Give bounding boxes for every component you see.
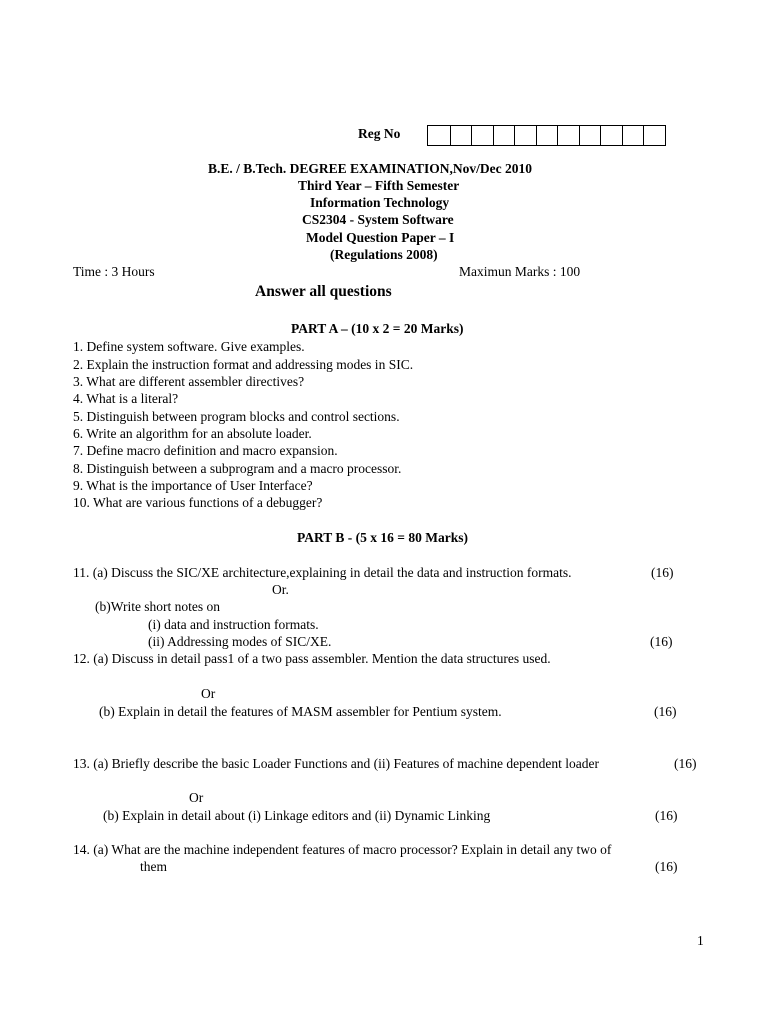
reg-no-cell[interactable]	[428, 126, 450, 145]
q13-b-marks: (16)	[655, 808, 678, 823]
reg-no-cell[interactable]	[643, 126, 665, 145]
part-a-question: 8. Distinguish between a subprogram and a macro processor.	[73, 461, 402, 476]
paper-title: Model Question Paper – I	[306, 230, 455, 245]
part-a-question: 2. Explain the instruction format and addressing modes in SIC.	[73, 357, 414, 372]
reg-no-cell[interactable]	[579, 126, 601, 145]
reg-no-cell[interactable]	[450, 126, 472, 145]
q12-a: 12. (a) Discuss in detail pass1 of a two pass assembler. Mention the data structures used.	[73, 651, 551, 666]
reg-no-cell[interactable]	[514, 126, 536, 145]
q11-b-ii: (ii) Addressing modes of SIC/XE.	[148, 634, 332, 649]
year-semester: Third Year – Fifth Semester	[298, 178, 460, 193]
reg-no-cell[interactable]	[536, 126, 558, 145]
q12-b-marks: (16)	[654, 704, 677, 719]
q14-a-continued: them	[140, 859, 167, 874]
q13-or: Or	[189, 790, 204, 805]
q11-b-i: (i) data and instruction formats.	[148, 617, 319, 632]
q12-b: (b) Explain in detail the features of MASM assembler for Pentium system.	[99, 704, 502, 719]
reg-no-cell[interactable]	[557, 126, 579, 145]
part-a-question: 1. Define system software. Give examples.	[73, 339, 305, 354]
part-a-question: 10. What are various functions of a debugger?	[73, 495, 323, 510]
part-a-title: PART A – (10 x 2 = 20 Marks)	[291, 321, 464, 336]
q13-b: (b) Explain in detail about (i) Linkage editors and (ii) Dynamic Linking	[103, 808, 491, 823]
time-label: Time : 3 Hours	[73, 264, 155, 279]
q13-a: 13. (a) Briefly describe the basic Loader Functions and (ii) Features of machine dependent loader	[73, 756, 599, 771]
regulations: (Regulations 2008)	[330, 247, 438, 262]
part-a-question: 3. What are different assembler directives?	[73, 374, 305, 389]
reg-no-cell[interactable]	[471, 126, 493, 145]
part-a-question: 4. What is a literal?	[73, 391, 179, 406]
q11-or: Or.	[272, 582, 289, 597]
q12-or: Or	[201, 686, 216, 701]
q14-a: 14. (a) What are the machine independent features of macro processor? Explain in detail any two of	[73, 842, 612, 857]
q11-b-marks: (16)	[650, 634, 673, 649]
exam-title: B.E. / B.Tech. DEGREE EXAMINATION,Nov/Dec 2010	[208, 161, 533, 176]
reg-no-cell[interactable]	[622, 126, 644, 145]
q11-a: 11. (a) Discuss the SIC/XE architecture,explaining in detail the data and instruction formats.	[73, 565, 572, 580]
part-a-question: 6. Write an algorithm for an absolute loader.	[73, 426, 312, 441]
q11-b: (b)Write short notes on	[95, 599, 221, 614]
part-a-question: 5. Distinguish between program blocks and control sections.	[73, 409, 400, 424]
page-number: 1	[697, 933, 704, 948]
reg-no-cell[interactable]	[493, 126, 515, 145]
instruction: Answer all questions	[255, 283, 392, 300]
reg-no-boxes[interactable]	[427, 125, 666, 146]
course-title: CS2304 - System Software	[302, 212, 454, 227]
max-marks-label: Maximun Marks : 100	[459, 264, 581, 279]
department: Information Technology	[310, 195, 450, 210]
q13-a-marks: (16)	[674, 756, 697, 771]
q11-a-marks: (16)	[651, 565, 674, 580]
part-a-question: 7. Define macro definition and macro expansion.	[73, 443, 338, 458]
reg-no-cell[interactable]	[600, 126, 622, 145]
reg-no-label: Reg No	[358, 126, 401, 141]
q14-a-marks: (16)	[655, 859, 678, 874]
part-b-title: PART B - (5 x 16 = 80 Marks)	[297, 530, 468, 545]
part-a-question: 9. What is the importance of User Interface?	[73, 478, 313, 493]
